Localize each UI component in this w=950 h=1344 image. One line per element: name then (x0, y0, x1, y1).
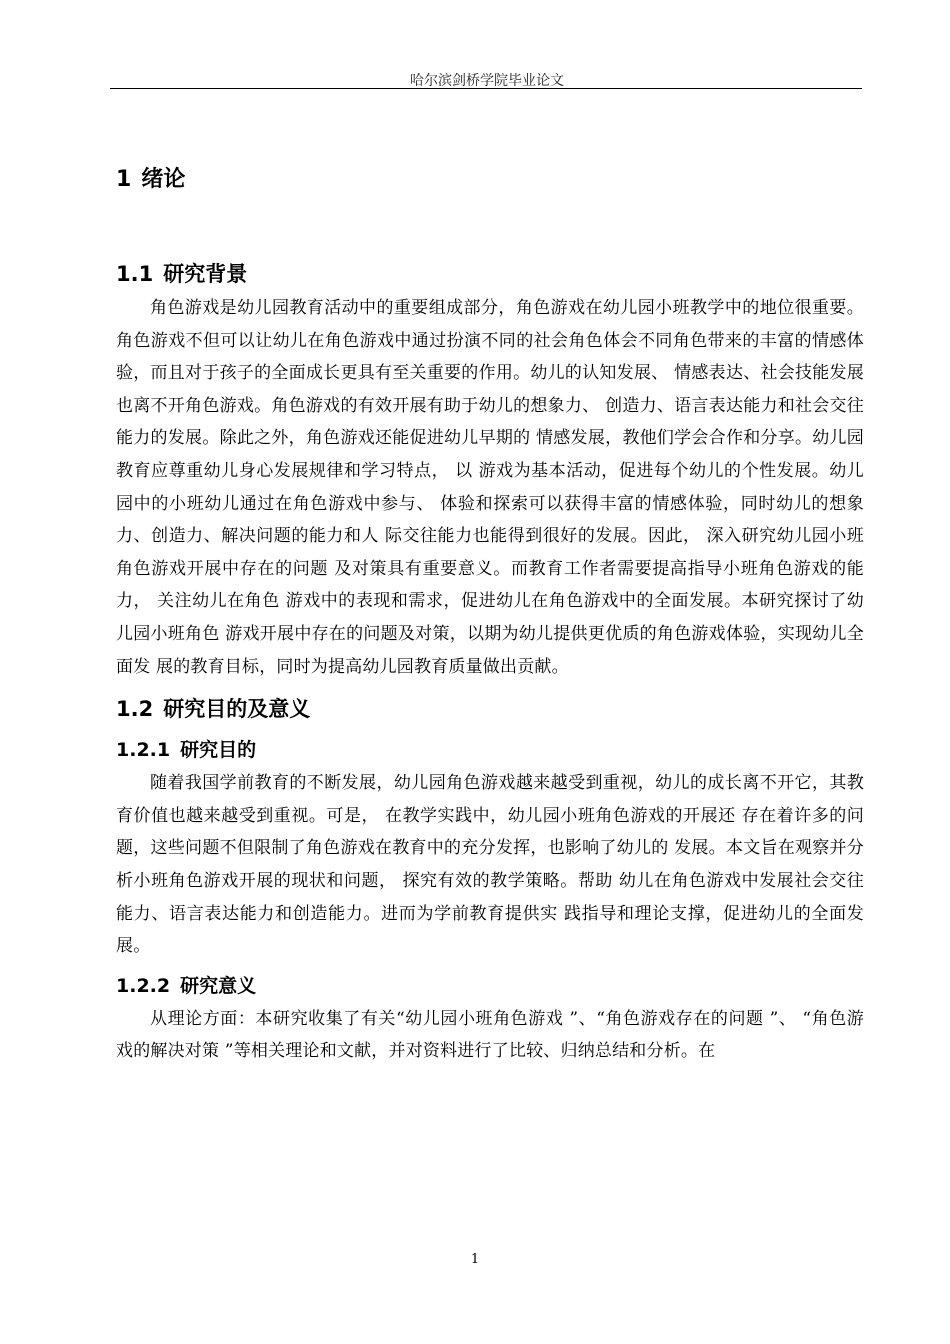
header-divider (110, 88, 862, 89)
section-heading-1-2 (116, 691, 864, 727)
page-header: 哈尔滨剑桥学院毕业论文 (410, 73, 564, 89)
subsection-heading-1-2-2 (116, 969, 864, 1003)
subsection-title: 研究目的 (180, 739, 257, 762)
subsection-title: 研究意义 (180, 974, 257, 997)
chapter-number: 1 (116, 167, 132, 192)
background-paragraph: 角色游戏是幼儿园教育活动中的重要组成部分，角色游戏在幼儿园小班教学中的地位很重要。角色游戏不但可以让幼儿在角色游戏中通过扮演不同的社会角色体会不同角色带来的丰富的情感体验，而且对于孩子的全面成长更具有至关重要的作用。幼儿的认知发展、 情感表达、社会技能发展也离不开角色游戏。角色游戏的有效开展有助于幼儿的想象力、 创造力、语言表达能力和社会交往能力的发展。除此之外，角色游戏还能促进幼儿早期的 情感发展，教他们学会合作和分享。幼儿园教育应尊重幼儿身心发展规律和学习特点， 以 游戏为基本活动，促进每个幼儿的个性发展。幼儿园中的小班幼儿通过在角色游戏中参与、 体验和探索可以获得丰富的情感体验，同时幼儿的想象力、创造力、解决问题的能力和人 际交往能力也能得到很好的发展。因此， 深入研究幼儿园小班角色游戏开展中存在的问题 及对策具有重要意义。而教育工作者需要提高指导小班角色游戏的能力， 关注幼儿在角色 游戏中的表现和需求，促进幼儿在角色游戏中的全面发展。本研究探讨了幼儿园小班角色 游戏开展中存在的问题及对策，以期为幼儿提供更优质的角色游戏体验，实现幼儿全面发 展的教育目标，同时为提高幼儿园教育质量做出贡献。 (116, 298, 864, 677)
purpose-paragraph: 随着我国学前教育的不断发展，幼儿园角色游戏越来越受到重视，幼儿的成长离不开它，其教育价值也越来越受到重视。可是， 在教学实践中，幼儿园小班角色游戏的开展还 存在着许多的问题，这些问题不但限制了角色游戏在教育中的充分发挥，也影响了幼儿的 发展。本文旨在观察并分析小班角色游戏开展的现状和问题， 探究有效的教学策略。帮助 幼儿在角色游戏中发展社会交往能力、语言表达能力和创造能力。进而为学前教育提供实 践指导和理论支撑，促进幼儿的全面发展。 (116, 773, 864, 957)
page-number: 1 (470, 1252, 480, 1267)
subsection-number: 1.2.1 (116, 739, 171, 762)
document-body (116, 160, 864, 1068)
section-title: 研究目的及意义 (163, 697, 311, 722)
section-title: 研究背景 (163, 262, 248, 286)
chapter-heading (116, 160, 864, 200)
subsection-number: 1.2.2 (116, 974, 171, 997)
subsection-heading-1-2-1 (116, 733, 864, 767)
section-heading-1-1 (116, 256, 864, 292)
section-number: 1.1 (116, 262, 154, 286)
chapter-title: 绪论 (141, 167, 186, 192)
section-number: 1.2 (116, 697, 154, 722)
significance-paragraph: 从理论方面：本研究收集了有关“幼儿园小班角色游戏 ”、“角色游戏存在的问题 ”、 “角色游戏的解决对策 ”等相关理论和文献，并对资料进行了比较、归纳总结和分析。在 (116, 1008, 864, 1062)
